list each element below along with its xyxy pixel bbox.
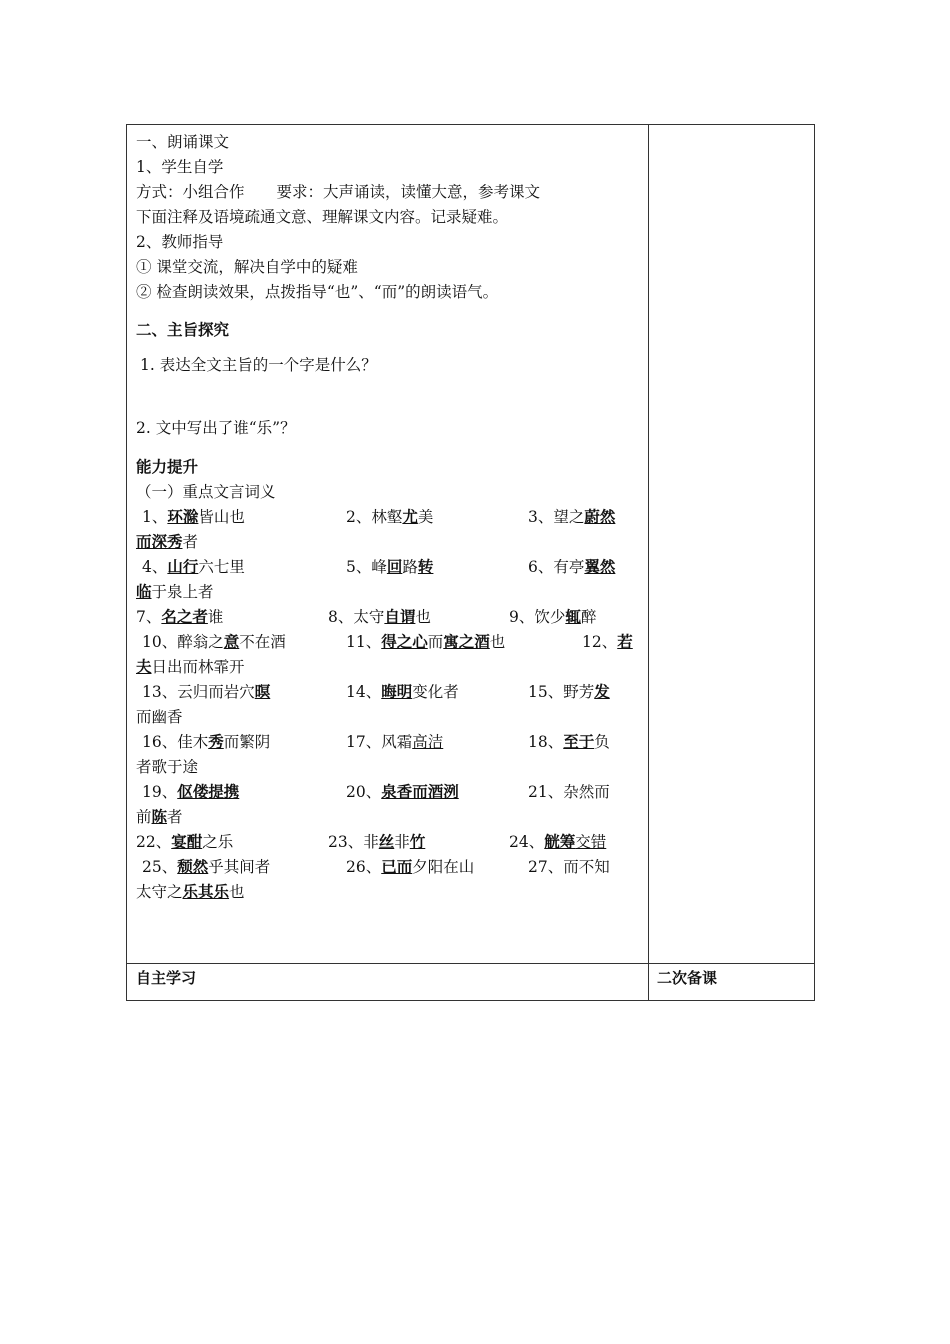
step-heading: 1、学生自学 (136, 158, 224, 176)
vocab-row: 而幽香 (136, 708, 183, 726)
vocab-item: 8、太守自谓也 (328, 608, 431, 626)
lesson-content (136, 130, 636, 905)
vocab-row: 夫日出而林霏开 (136, 658, 245, 676)
method-line-cont: 下面注释及语境疏通文意、理解课文内容。记录疑难。 (136, 208, 509, 226)
vocab-item: 26、已而夕阳在山 (346, 858, 475, 876)
vocab-item: 2、林壑尤美 (346, 508, 434, 526)
vocab-item: 27、而不知 (528, 858, 610, 876)
vocab-item: 12、若 (582, 633, 633, 651)
vocab-row (136, 830, 636, 855)
vocab-row: 者歌于途 (136, 758, 199, 776)
guide-item: ② 检查朗读效果，点拨指导“也”、“而”的朗读语气。 (136, 283, 499, 301)
vocab-item: 20、泉香而酒洌 (346, 783, 459, 801)
subsection-title: （一）重点文言词义 (136, 483, 276, 501)
vocab-item: 9、饮少辄醉 (509, 608, 597, 626)
vocab-item: 18、至于负 (528, 733, 610, 751)
vocab-item: 22、宴酣之乐 (136, 833, 234, 851)
self-study-label: 自主学习 (136, 969, 197, 987)
vocab-item: 13、云归而岩穴暝 (142, 683, 271, 701)
column-divider (648, 125, 649, 1000)
vocab-item: 4、山行六七里 (142, 558, 245, 576)
vocab-item: 17、风霜高洁 (346, 733, 444, 751)
section-title: 二、主旨探究 (136, 321, 230, 339)
vocab-row (136, 855, 636, 880)
vocab-item: 21、杂然而 (528, 783, 610, 801)
vocab-item: 24、觥筹交错 (509, 833, 607, 851)
vocab-item: 10、醉翁之意不在酒 (142, 633, 286, 651)
vocab-item: 25、颓然乎其间者 (142, 858, 271, 876)
vocab-row (136, 630, 636, 655)
vocab-row (136, 730, 636, 755)
step-heading: 2、教师指导 (136, 233, 224, 251)
vocab-item: 14、晦明变化者 (346, 683, 459, 701)
section-title: 一、朗诵课文 (136, 133, 230, 151)
vocab-item: 7、名之者谁 (136, 608, 224, 626)
vocab-row (136, 555, 636, 580)
guide-item: ① 课堂交流，解决自学中的疑难 (136, 258, 358, 276)
vocab-row (136, 505, 636, 530)
vocab-row: 太守之乐其乐也 (136, 883, 245, 901)
vocab-item: 1、环滁皆山也 (142, 508, 245, 526)
vocab-row (136, 780, 636, 805)
question: 1. 表达全文主旨的一个字是什么？ (140, 356, 377, 374)
section-title: 能力提升 (136, 458, 199, 476)
vocab-row (136, 605, 636, 630)
vocab-row: 而深秀者 (136, 533, 199, 551)
method-line: 方式：小组合作 要求：大声诵读，读懂大意，参考课文 (136, 183, 541, 201)
vocab-row (136, 680, 636, 705)
second-prep-label: 二次备课 (657, 969, 718, 987)
vocab-item: 6、有亭翼然 (528, 558, 616, 576)
row-divider (127, 963, 814, 964)
vocab-item: 3、望之蔚然 (528, 508, 616, 526)
question: 2. 文中写出了谁“乐”？ (136, 419, 296, 437)
vocab-item: 23、非丝非竹 (328, 833, 426, 851)
vocab-row: 临于泉上者 (136, 583, 214, 601)
vocab-item: 11、得之心而寓之酒也 (346, 633, 506, 651)
vocab-row: 前陈者 (136, 808, 183, 826)
vocab-item: 19、伛偻提携 (142, 783, 240, 801)
vocab-item: 5、峰回路转 (346, 558, 434, 576)
vocab-item: 16、佳木秀而繁阴 (142, 733, 271, 751)
lesson-table (126, 124, 815, 1001)
vocab-item: 15、野芳发 (528, 683, 610, 701)
